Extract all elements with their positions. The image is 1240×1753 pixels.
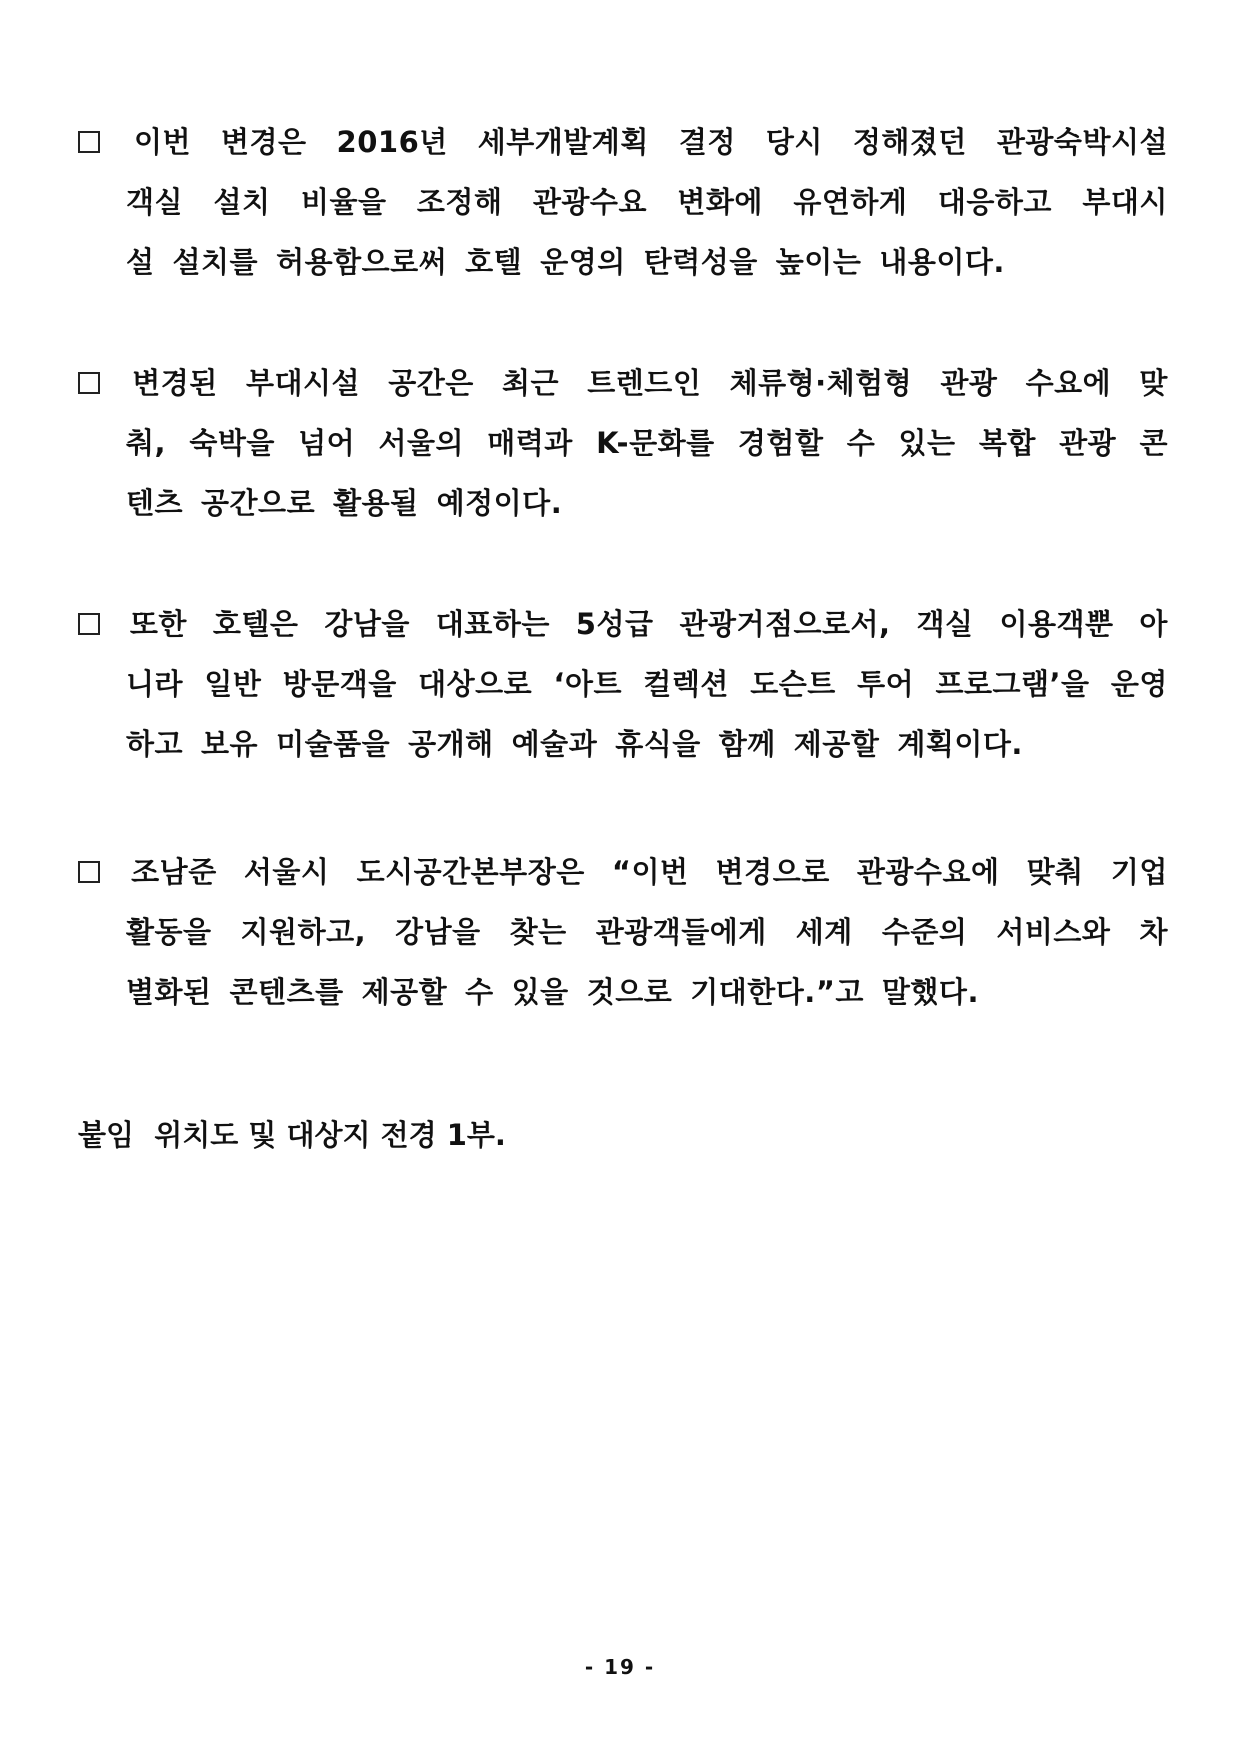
word: 결정 — [678, 125, 736, 159]
word: 컬렉션 — [643, 667, 729, 701]
word: 높이는 — [775, 245, 862, 279]
word: 콘 — [1139, 426, 1168, 460]
word: 정해졌던 — [852, 125, 967, 159]
word: 하고 — [126, 727, 184, 761]
word: 변경으로 — [715, 855, 830, 889]
paragraph-line — [78, 594, 1168, 654]
word: 운영의 — [540, 245, 626, 279]
word: 객실 — [916, 607, 974, 641]
word: 체류형·체험형 — [729, 366, 913, 400]
word: 기업 — [1110, 855, 1168, 889]
word: 대상으로 — [418, 667, 533, 701]
word: 텐츠 — [126, 486, 184, 520]
word: 호텔 — [465, 245, 523, 279]
word: 프로그램’을 — [935, 667, 1090, 701]
paragraph-line — [126, 654, 1168, 714]
paragraph-2 — [78, 353, 1168, 533]
word: 있을 — [511, 975, 569, 1009]
word: 공간으로 — [201, 486, 316, 520]
paragraph-line — [126, 232, 1168, 292]
word: 관광 — [940, 366, 998, 400]
word: 춰, — [126, 426, 167, 460]
word: 부대시설 — [245, 366, 361, 400]
paragraph-line — [126, 172, 1168, 232]
word: 설 — [126, 245, 155, 279]
word: 수 — [846, 426, 876, 460]
word: 차 — [1139, 915, 1168, 949]
paragraph-line — [126, 473, 1168, 533]
word: 미술품을 — [276, 727, 391, 761]
word: 서울의 — [378, 426, 464, 460]
word: 관광수요 — [532, 185, 647, 219]
paragraph-line — [126, 714, 1168, 774]
word: 도시공간본부장은 — [356, 855, 585, 889]
word: 객실 — [126, 185, 184, 219]
word: 변경은 — [221, 125, 307, 159]
word: 것으로 — [586, 975, 673, 1009]
word: 서울시 — [243, 855, 330, 889]
word: 대응하고 — [937, 185, 1052, 219]
word: 관광거점으로서, — [679, 607, 891, 641]
word: 변경된 — [132, 366, 218, 400]
word: 관광숙박시설 — [996, 125, 1168, 159]
word: 최근 — [502, 366, 560, 400]
word: 허용함으로써 — [276, 245, 448, 279]
word: 제공할 — [361, 975, 448, 1009]
word: 방문객을 — [282, 667, 397, 701]
paragraph-line — [78, 353, 1168, 413]
word: 투어 — [857, 667, 915, 701]
word: 제공할 — [793, 727, 880, 761]
word: 호텔은 — [212, 607, 299, 641]
paragraph-line — [78, 842, 1168, 902]
word: 아 — [1139, 607, 1168, 641]
paragraph-1 — [78, 112, 1168, 292]
word: 탄력성을 — [643, 245, 758, 279]
paragraph-3 — [78, 594, 1168, 774]
word: 관광객들에게 — [595, 915, 767, 949]
paragraph-4 — [78, 842, 1168, 1022]
paragraph-line — [126, 962, 1168, 1022]
word: 조남준 — [131, 855, 217, 889]
word: 설치 — [213, 185, 271, 219]
word: 변화에 — [677, 185, 763, 219]
word: 복합 — [978, 426, 1036, 460]
word: 맞춰 — [1026, 855, 1084, 889]
word: 콘텐츠를 — [229, 975, 344, 1009]
word: 조정해 — [416, 185, 503, 219]
word: 함께 — [718, 727, 776, 761]
word: 5성급 — [575, 607, 654, 641]
word: 숙박을 — [189, 426, 275, 460]
word: 공개해 — [408, 727, 494, 761]
word: 말했다. — [881, 975, 979, 1009]
word: 서비스와 — [996, 915, 1111, 949]
checkbox-bullet-icon — [78, 613, 100, 635]
word: 있는 — [898, 426, 956, 460]
word: 세부개발계획 — [477, 125, 649, 159]
word: 니라 — [126, 667, 184, 701]
paragraph-line — [78, 112, 1168, 172]
page-number: - 19 - — [584, 1655, 656, 1679]
word: 비율을 — [300, 185, 387, 219]
word: 트렌드인 — [587, 366, 702, 400]
paragraph-line — [126, 413, 1168, 473]
word: 지원하고, — [240, 915, 367, 949]
checkbox-bullet-icon — [78, 861, 100, 883]
word: 매력과 — [487, 426, 573, 460]
word: 도슨트 — [750, 667, 836, 701]
word: 수준의 — [881, 915, 968, 949]
word: 부대시 — [1082, 185, 1168, 219]
word: “이번 — [611, 855, 689, 889]
word: 휴식을 — [615, 727, 701, 761]
word: 강남을 — [324, 607, 410, 641]
word: 2016년 — [336, 125, 448, 159]
checkbox-bullet-icon — [78, 131, 100, 153]
word: 맞 — [1139, 366, 1168, 400]
word: 공간은 — [388, 366, 474, 400]
word: 활용될 — [333, 486, 419, 520]
word: 일반 — [204, 667, 262, 701]
word: K-문화를 — [596, 426, 715, 460]
word: 이번 — [133, 125, 192, 159]
word: 관광수요에 — [856, 855, 1000, 889]
word: 설치를 — [172, 245, 259, 279]
word: 예술과 — [511, 727, 598, 761]
word: 찾는 — [509, 915, 567, 949]
word: 강남을 — [395, 915, 481, 949]
word: 유연하게 — [793, 185, 908, 219]
word: 활동을 — [126, 915, 212, 949]
word: 수요에 — [1025, 366, 1112, 400]
word: 또한 — [129, 607, 187, 641]
word: 기대한다.”고 — [690, 975, 864, 1009]
word: ‘아트 — [553, 667, 623, 701]
word: 별화된 — [126, 975, 212, 1009]
word: 경험할 — [737, 426, 824, 460]
word: 보유 — [201, 727, 259, 761]
word: 넘어 — [298, 426, 356, 460]
word: 관광 — [1059, 426, 1117, 460]
word: 세계 — [795, 915, 853, 949]
word: 당시 — [765, 125, 823, 159]
word: 대표하는 — [435, 607, 550, 641]
word: 예정이다. — [436, 486, 563, 520]
word: 계획이다. — [897, 727, 1023, 761]
checkbox-bullet-icon — [78, 372, 100, 394]
word: 수 — [465, 975, 494, 1009]
word: 운영 — [1110, 667, 1168, 701]
word: 내용이다. — [879, 245, 1005, 279]
paragraph-line — [126, 902, 1168, 962]
attachment-note: 붙임 위치도 및 대상지 전경 1부. — [78, 1118, 506, 1152]
word: 이용객뿐 — [999, 607, 1114, 641]
